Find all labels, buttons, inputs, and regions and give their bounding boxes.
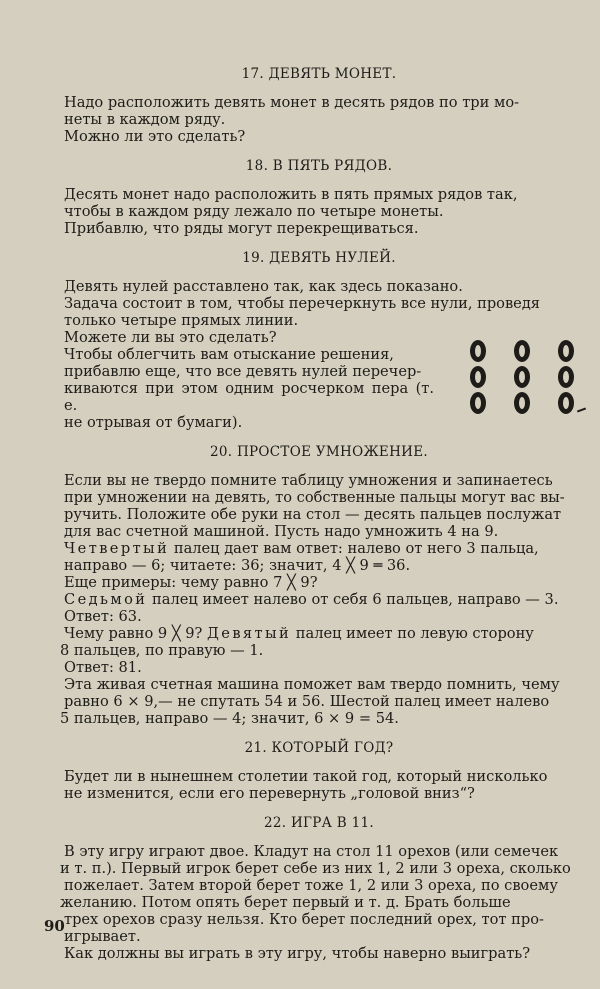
text-line (64, 625, 574, 642)
text-line: и т. п.). Первый игрок берет себе из них 1, 2 или 3 ореха, сколько (60, 860, 571, 877)
text-line: трех орехов сразу нельзя. Кто берет последний орех, тот про- (64, 911, 544, 928)
text-line (64, 591, 574, 608)
text-line: Десять монет надо расположить в пять прямых рядов так, (64, 186, 518, 203)
text-line: Еще примеры: чему равно 7 ╳ 9? (64, 574, 318, 591)
text-line: чтобы в каждом ряду лежало по четыре монеты. (64, 203, 444, 220)
section-title: 19. ДЕВЯТЬ НУЛЕЙ. (242, 250, 396, 266)
text-line: Надо расположить девять монет в десять рядов по три мо- (64, 94, 520, 111)
text-fragment: палец имеет налево от себя 6 пальцев, направо — 3. (147, 591, 559, 608)
section-title: 22. ИГРА В 11. (264, 815, 374, 831)
text-line: не отрывая от бумаги). (64, 414, 243, 431)
text-line: Прибавлю, что ряды могут перекрещиваться. (64, 220, 419, 237)
text-line: Девять нулей расставлено так, как здесь показано. (64, 278, 463, 295)
section-title: 20. ПРОСТОЕ УМНОЖЕНИЕ. (210, 444, 428, 460)
text-line: направо — 6; читаете: 36; значит, 4 ╳ 9 ═ 36. (64, 557, 411, 574)
text-line: нeты в каждом ряду. (64, 111, 226, 128)
zero-figure (514, 340, 530, 362)
section-21 (64, 740, 574, 802)
text-line: только четыре прямых линии. (64, 312, 299, 329)
text-fragment: палец дает вам ответ: налево от него 3 пальца, (169, 540, 539, 557)
emphasis: Девятый (207, 625, 292, 642)
text-line: Эта живая счетная машина поможет вам твердо помнить, чему (64, 676, 560, 693)
text-line: при умножении на девять, то собственные пальцы могут вас вы- (64, 489, 565, 506)
text-line: Как должны вы играть в эту игру, чтобы наверно выиграть? (64, 945, 531, 962)
text-line: Будет ли в нынешнем столетии такой год, который нисколько (64, 768, 548, 785)
section-22 (60, 815, 574, 962)
emphasis: Четвертый (64, 540, 170, 557)
section-title: 17. ДЕВЯТЬ МОНЕТ. (241, 66, 397, 82)
zero-figure (558, 366, 574, 388)
text-line: киваются при этом одним росчерком пера (т. е. (64, 380, 434, 414)
text-line: прибавлю еще, что все девять нулей перечер- (64, 363, 422, 380)
zero-figure (558, 340, 574, 362)
book-page (60, 66, 574, 975)
text-line (64, 540, 574, 557)
text-line: 8 пальцев, по правую — 1. (60, 642, 264, 659)
text-line: Чтобы облегчить вам отыскание решения, (64, 346, 394, 363)
zeros-block (64, 346, 574, 431)
section-17 (64, 66, 574, 145)
section-19 (64, 250, 574, 431)
text-line: для вас счетной машиной. Пусть надо умножить 4 на 9. (64, 523, 499, 540)
section-title: 21. КОТОРЫЙ ГОД? (244, 740, 394, 756)
text-fragment: палец имеет по левую сторону (291, 625, 534, 642)
zero-figure (470, 392, 486, 414)
text-line: Ответ: 81. (64, 659, 142, 676)
text-line: не изменится, если его перевернуть „головой вниз“? (64, 785, 475, 802)
zero-figure (558, 392, 574, 414)
text-line: Можно ли это сделать? (64, 128, 246, 145)
text-line: В эту игру играют двое. Кладут на стол 11 орехов (или семечек (64, 843, 559, 860)
text-line: Задача состоит в том, чтобы перечеркнуть все нули, проведя (64, 295, 541, 312)
text-line: равно 6 × 9,— не спутать 54 и 56. Шестой палец имеет налево (64, 693, 550, 710)
zero-figure (514, 366, 530, 388)
text-line: пожелает. Затем второй берет тоже 1, 2 или 3 ореха, по своему (64, 877, 558, 894)
emphasis: Седьмой (64, 591, 148, 608)
text-line: игрывает. (64, 928, 141, 945)
text-line: ручить. Положите обе руки на стол — десять пальцев послужат (64, 506, 562, 523)
section-18 (64, 158, 574, 237)
nine-zeros-figure (456, 340, 588, 414)
text-line: Ответ: 63. (64, 608, 142, 625)
text-line: желанию. Потом опять берет первый и т. д. Брать больше (60, 894, 511, 911)
text-fragment: Чему равно 9 ╳ 9? (64, 625, 208, 642)
section-title: 18. В ПЯТЬ РЯДОВ. (245, 158, 393, 174)
page-number: 90 (44, 917, 65, 935)
zero-figure (470, 340, 486, 362)
text-line: Можете ли вы это сделать? (64, 329, 277, 346)
text-line: Если вы не твердо помните таблицу умножения и запинаетесь (64, 472, 553, 489)
zero-figure (470, 366, 486, 388)
text-line: 5 пальцев, направо — 4; значит, 6 × 9 = 54. (60, 710, 399, 727)
zero-figure (514, 392, 530, 414)
section-20 (60, 444, 574, 727)
